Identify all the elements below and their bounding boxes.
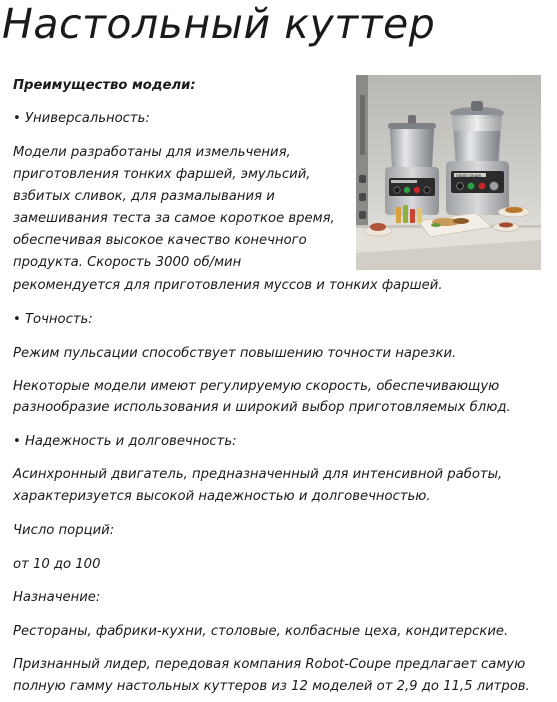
universality-heading: • Универсальность: [13, 111, 150, 126]
universality-line: приготовления тонких фаршей, эмульсий, [13, 167, 311, 182]
portions-value: от 10 до 100 [13, 557, 101, 572]
universality-line: продукта. Скорость 3000 об/мин [13, 255, 242, 270]
reliability-line: Асинхронный двигатель, предназначенный для интенсивной работы, [13, 467, 503, 482]
precision-heading: • Точность: [13, 312, 93, 327]
advantages-heading: Преимущество модели: [13, 78, 196, 93]
purpose-label: Назначение: [13, 590, 101, 605]
brand-label: robot coupe [456, 173, 482, 178]
portions-label: Число порций: [13, 523, 115, 538]
speed-line: Некоторые модели имеют регулируемую скорость, обеспечивающую [13, 379, 500, 394]
cutter-illustration [356, 75, 541, 270]
universality-line: обеспечивая высокое качество конечного [13, 233, 307, 248]
small-cutter [385, 115, 439, 215]
universality-line: замешивания теста за самое короткое время, [13, 211, 335, 226]
product-photo [356, 75, 541, 270]
leader-line: Признанный лидер, передовая компания Robot-Coupe предлагает самую [13, 657, 526, 672]
leader-line: полную гамму настольных куттеров из 12 моделей от 2,9 до 11,5 литров. [13, 679, 530, 694]
universality-line: Модели разработаны для измельчения, [13, 145, 291, 160]
universality-line: рекомендуется для приготовления муссов и тонких фаршей. [13, 278, 443, 293]
reliability-line: характеризуется высокой надежностью и долговечностью. [13, 489, 431, 504]
universality-line: взбитых сливок, для размалывания и [13, 189, 275, 204]
speed-line: разнообразие использования и широкий выбор приготовляемых блюд. [13, 400, 511, 415]
reliability-heading: • Надежность и долговечность: [13, 434, 237, 449]
page-title: Настольный куттер [2, 0, 436, 48]
precision-text: Режим пульсации способствует повышению точности нарезки. [13, 346, 457, 361]
purpose-value: Рестораны, фабрики-кухни, столовые, колбасные цеха, кондитерские. [13, 624, 509, 639]
